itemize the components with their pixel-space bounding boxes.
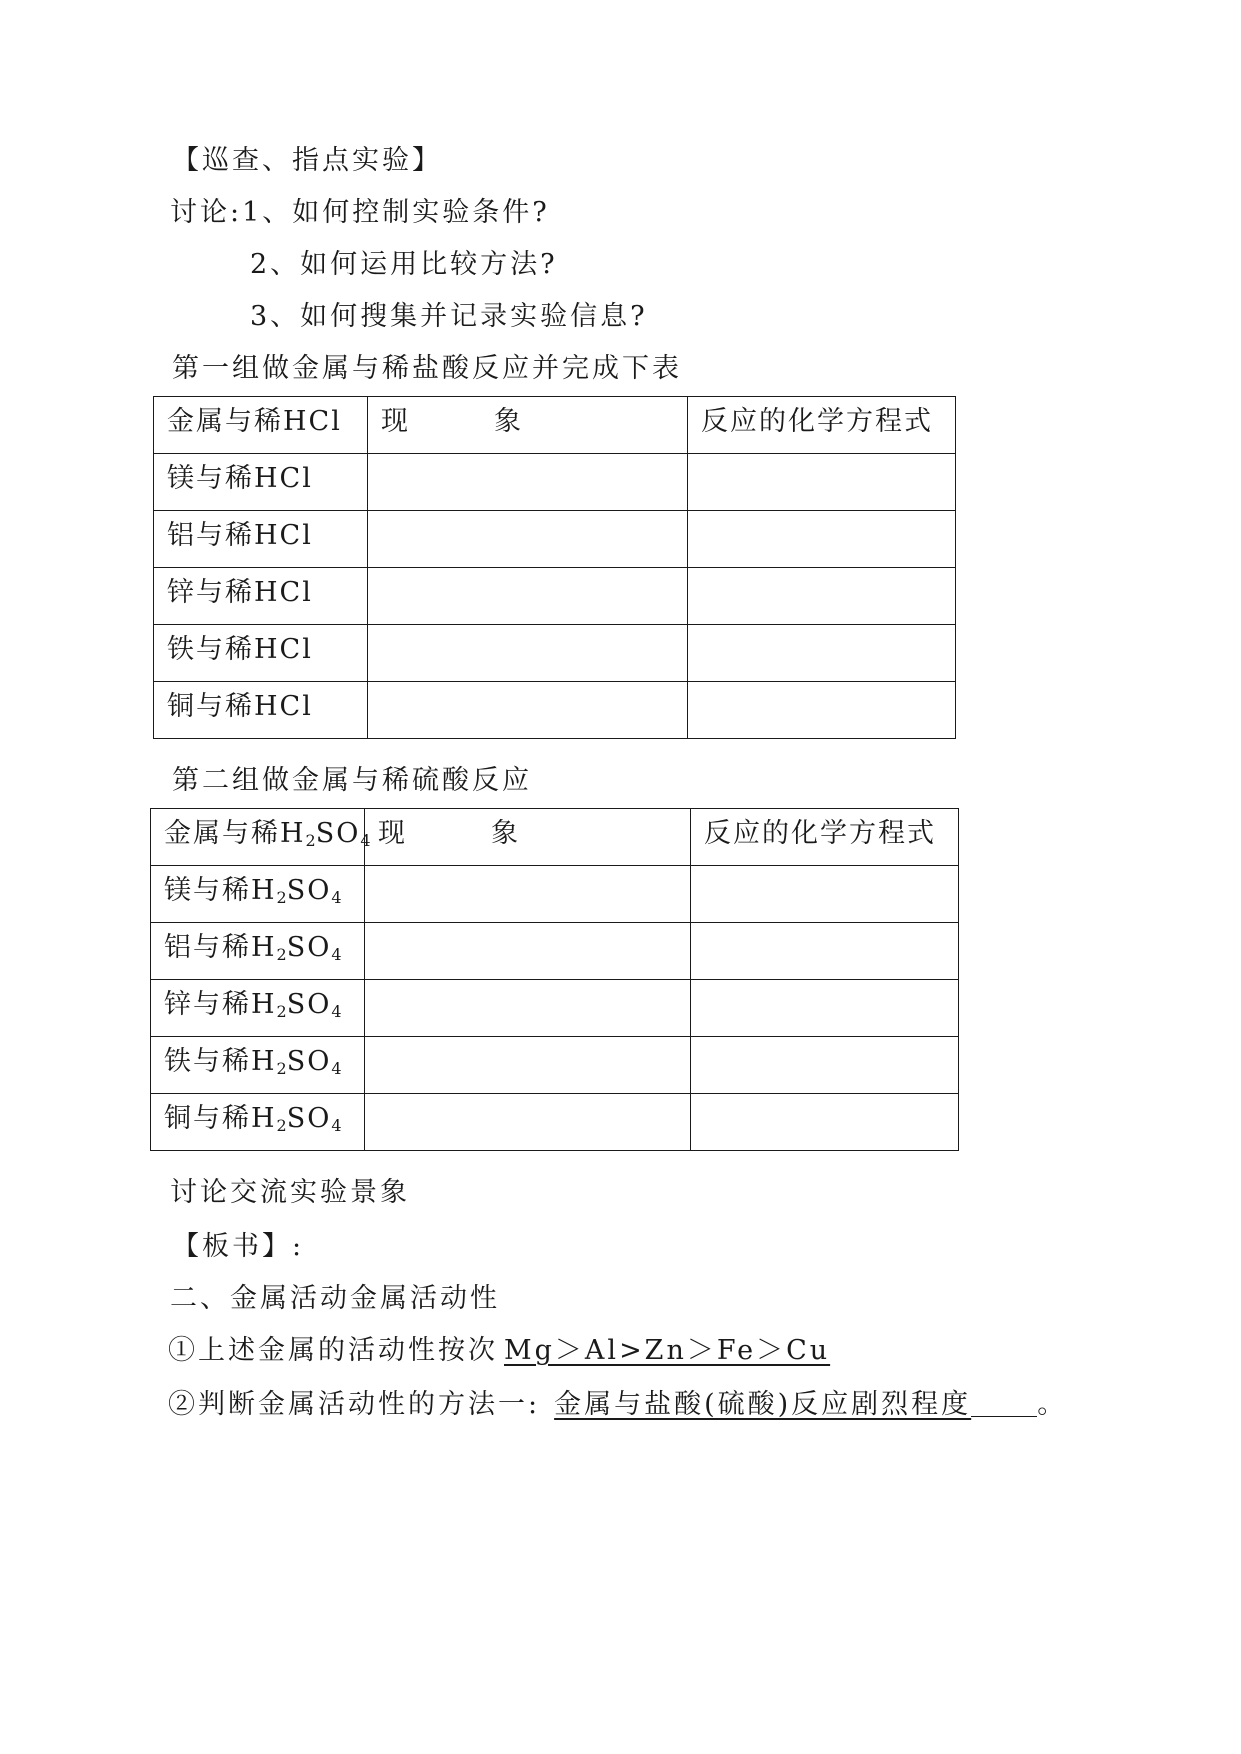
hcl-table [153,396,956,739]
formula-so: SO [286,932,332,963]
header-metal-text: 金属与稀H [164,818,306,849]
row-metal: 铜与稀HCl [154,682,368,739]
table-row [151,1037,959,1094]
formula-so: SO [286,989,332,1020]
row-metal: 铝与稀HCl [154,511,368,568]
table-row [151,1094,959,1151]
point-2 [168,1382,1067,1421]
phenomenon-cell[interactable] [365,923,691,980]
phenomenon-cell[interactable] [365,980,691,1037]
equation-cell[interactable] [688,682,956,739]
point-2-end: 。 [1037,1389,1068,1420]
point-1 [168,1328,830,1367]
formula-sub-1: 2 [276,1059,287,1078]
equation-cell[interactable] [688,568,956,625]
group2-caption: 第二组做金属与稀硫酸反应 [172,765,532,796]
phenomenon-cell[interactable] [368,568,688,625]
table-row [151,866,959,923]
formula-sub-2: 4 [331,888,342,907]
point-1-answer: Mg＞Al>Zn＞Fe＞Cu [504,1335,831,1366]
table-row [154,682,956,739]
formula-sub-2: 4 [360,831,371,850]
formula-sub-2: 4 [331,1059,342,1078]
row-metal-text: 铜与稀H [164,1103,277,1134]
row-metal-text: 锌与稀H [164,989,277,1020]
equation-cell[interactable] [688,511,956,568]
row-metal [151,1037,365,1094]
table-row [151,980,959,1037]
point-2-label: ②判断金属活动性的方法一: [168,1389,541,1420]
equation-cell[interactable] [691,1037,959,1094]
point-1-label: ①上述金属的活动性按次 [168,1335,498,1366]
discussion-q1 [170,190,550,229]
header-phenomenon [368,397,688,454]
formula-so: SO [286,1103,332,1134]
equation-cell[interactable] [688,625,956,682]
row-metal [151,1094,365,1151]
discussion-question-3: 3、如何搜集并记录实验信息? [250,301,648,332]
header-phenomenon-b: 象 [494,406,523,437]
formula-sub-2: 4 [331,945,342,964]
header-phenomenon-a: 现 [378,818,407,849]
phenomenon-cell[interactable] [368,454,688,511]
row-metal [151,980,365,1037]
point-2-blank [971,1396,1037,1417]
phenomenon-cell[interactable] [368,682,688,739]
discussion-intro: 讨论: [170,197,243,228]
row-metal [151,923,365,980]
row-metal-text: 镁与稀H [164,875,277,906]
table-row [151,923,959,980]
row-metal [151,866,365,923]
formula-sub-1: 2 [276,1002,287,1021]
phenomenon-cell[interactable] [368,511,688,568]
equation-cell[interactable] [691,980,959,1037]
table-header-row [154,397,956,454]
board-label: 【板书】: [172,1231,305,1262]
formula-sub-2: 4 [331,1116,342,1135]
header-phenomenon-b: 象 [491,818,520,849]
table-row [154,568,956,625]
header-equation: 反应的化学方程式 [691,809,959,866]
equation-cell[interactable] [691,866,959,923]
phenomenon-cell[interactable] [365,866,691,923]
group1-caption: 第一组做金属与稀盐酸反应并完成下表 [172,353,682,384]
row-metal-text: 铝与稀H [164,932,277,963]
formula-sub-1: 2 [276,888,287,907]
equation-cell[interactable] [691,923,959,980]
point-2-answer: 金属与盐酸(硫酸)反应剧烈程度 [554,1389,972,1420]
formula-sub-1: 2 [276,945,287,964]
row-metal: 锌与稀HCl [154,568,368,625]
discussion-question-2: 2、如何运用比较方法? [250,249,558,280]
section-title: 二、金属活动金属活动性 [170,1283,500,1314]
header-equation: 反应的化学方程式 [688,397,956,454]
formula-sub-2: 4 [331,1002,342,1021]
phenomenon-cell[interactable] [365,1094,691,1151]
header-phenomenon-a: 现 [381,406,410,437]
discussion-question-1: 1、如何控制实验条件? [242,197,550,228]
formula-sub-1: 2 [276,1116,287,1135]
row-metal: 铁与稀HCl [154,625,368,682]
equation-cell[interactable] [688,454,956,511]
table-row [154,625,956,682]
header-metal [151,809,371,866]
phenomenon-cell[interactable] [365,1037,691,1094]
row-metal: 镁与稀HCl [154,454,368,511]
row-metal-text: 铁与稀H [164,1046,277,1077]
phenomenon-cell[interactable] [368,625,688,682]
formula-sub-1: 2 [305,831,316,850]
equation-cell[interactable] [691,1094,959,1151]
table-row [154,511,956,568]
formula-so: SO [315,818,361,849]
discuss-phenomena: 讨论交流实验景象 [170,1177,410,1208]
h2so4-table [150,808,959,1151]
header-metal: 金属与稀HCl [154,397,368,454]
formula-so: SO [286,875,332,906]
heading-patrol: 【巡查、指点实验】 [172,145,442,176]
table-row [154,454,956,511]
formula-so: SO [286,1046,332,1077]
header-phenomenon [365,809,691,866]
table-header-row [151,809,959,866]
